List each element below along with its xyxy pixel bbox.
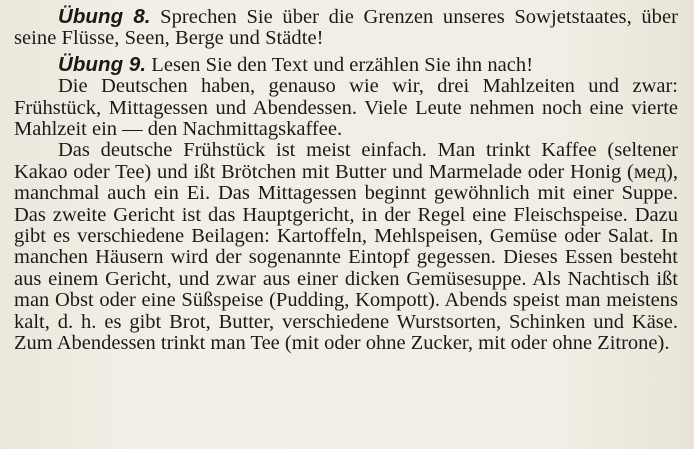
exercise-9 bbox=[14, 54, 678, 76]
exercise-8-label: Übung 8. bbox=[58, 5, 151, 28]
exercise-8 bbox=[14, 6, 678, 50]
reading-paragraph-1: Die Deutschen haben, genauso wie wir, drei Mahlzeiten und zwar: Frühstück, Mittagessen und Abendessen. Viele Leute nehmen noch eine vierte Mahlzeit ein — den Nachmittagskaffee. bbox=[14, 75, 678, 141]
exercise-9-label: Übung 9. bbox=[58, 52, 147, 76]
reading-text bbox=[14, 76, 678, 354]
exercise-8-instruction: Sprechen Sie über die Grenzen unseres Sowjetstaates, über seine Flüsse, Seen, Berge und Städte! bbox=[14, 6, 679, 50]
exercise-9-instruction: Lesen Sie den Text und erzählen Sie ihn nach! bbox=[146, 53, 534, 76]
reading-paragraph-2: Das deutsche Frühstück ist meist einfach. Man trinkt Kaffee (seltener Kakao oder Tee) und ißt Brötchen mit Butter und Marmelade oder Honig (мед), manchmal auch ein Ei. Das Mittagessen beginnt gewöhnlich mit einer Suppe. Das zweite Gericht ist das Hauptgericht, in der Regel eine Fleischspeise. Dazu gibt es verschiedene Beilagen: Kartoffeln, Mehlspeisen, Gemüse oder Salat. In manchen Häusern wird der sogenannte Eintopf gegessen. Dieses Essen besteht aus einem Gericht, und zwar aus einer dicken Gemüsesuppe. Als Nachtisch ißt man Obst oder eine Süßspeise (Pudding, Kompott). Abends speist man meistens kalt, d. h. es gibt Brot, Butter, verschiedene Wurstsorten, Schinken und Käse. Zum Abendessen trinkt man Tee (mit oder ohne Zucker, mit oder ohne Zitrone). bbox=[14, 139, 678, 355]
